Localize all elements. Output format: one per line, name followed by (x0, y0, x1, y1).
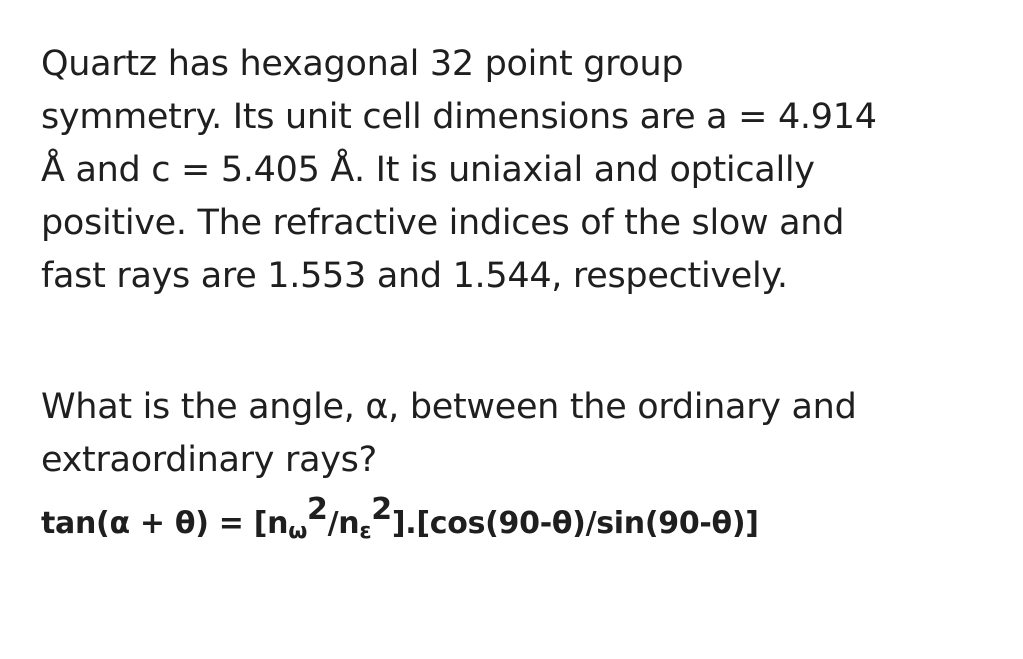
problem-line: symmetry. Its unit cell dimensions are a = 4.914 (41, 97, 877, 137)
document-page (41, 38, 1001, 549)
question-line: extraordinary rays? (41, 440, 377, 480)
formula-divider: /n (327, 506, 360, 541)
formula-subscript-epsilon: ε (359, 519, 372, 544)
formula-lhs: tan(α + θ) = [n (41, 506, 289, 541)
formula-exponent: 2 (371, 492, 392, 527)
problem-line: positive. The refractive indices of the slow and (41, 203, 845, 243)
problem-statement (41, 38, 1001, 303)
problem-line: Quartz has hexagonal 32 point group (41, 44, 684, 84)
formula-exponent: 2 (307, 492, 328, 527)
problem-line: Å and c = 5.405 Å. It is uniaxial and optically (41, 150, 815, 190)
formula-subscript-omega: ω (288, 519, 308, 544)
formula-rhs: ].[cos(90-θ)/sin(90-θ)] (391, 506, 759, 541)
problem-line: fast rays are 1.553 and 1.544, respectively. (41, 256, 788, 296)
question-line: What is the angle, α, between the ordinary and (41, 387, 857, 427)
question-text (41, 381, 1001, 487)
formula (41, 492, 1001, 549)
